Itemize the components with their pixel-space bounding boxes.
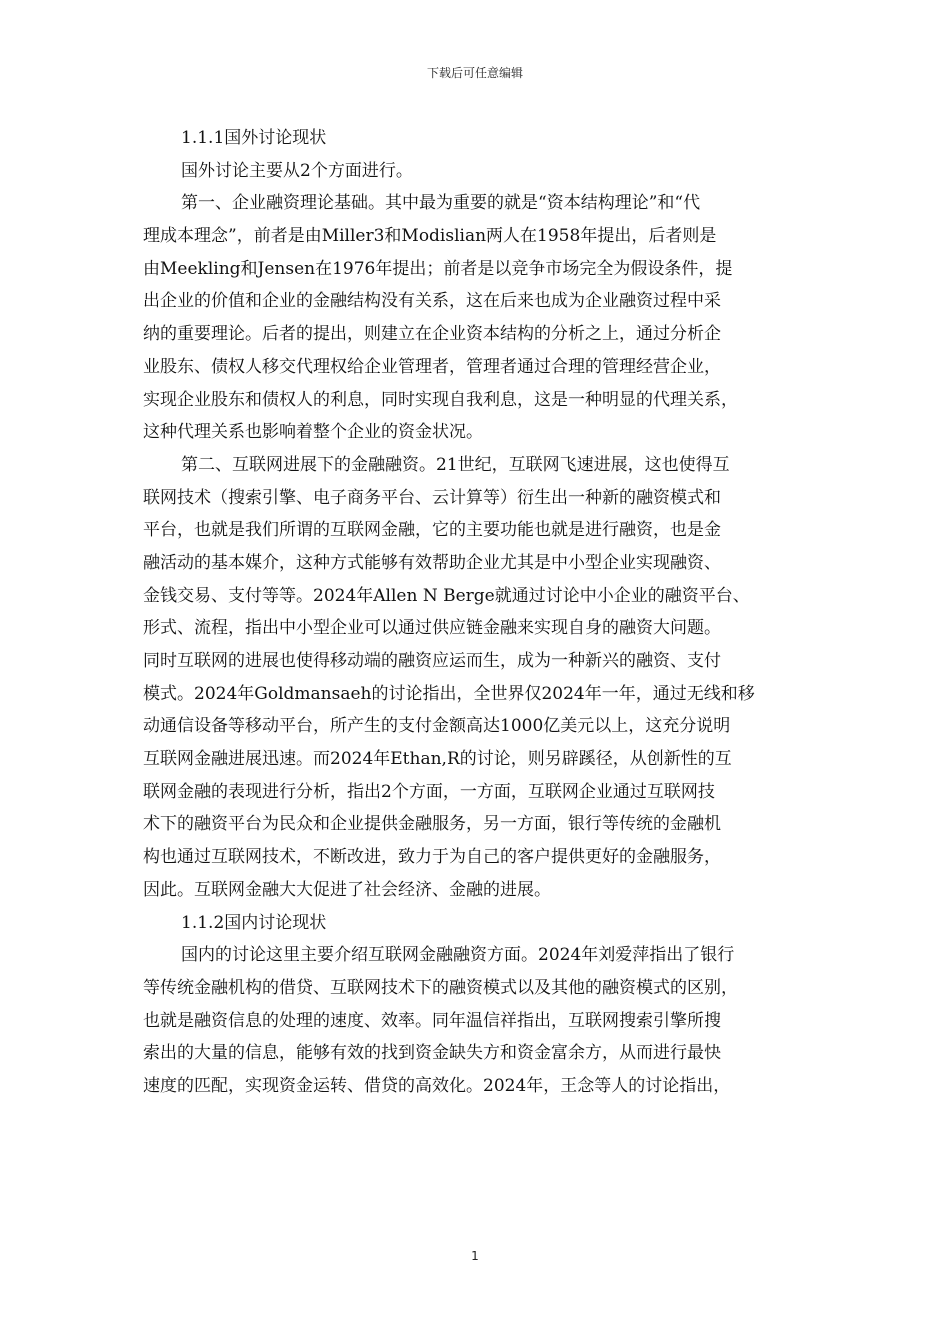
paragraph-line: 形式、流程，指出中小型企业可以通过供应链金融来实现自身的融资大问题。: [143, 618, 721, 639]
paragraph-line: 因此。互联网金融大大促进了社会经济、金融的进展。: [143, 879, 551, 900]
paragraph-line: 构也通过互联网技术，不断改进，致力于为自己的客户提供更好的金融服务，: [143, 847, 721, 868]
paragraph-line: 纳的重要理论。后者的提出，则建立在企业资本结构的分析之上，通过分析企: [143, 324, 721, 345]
paragraph-line: 模式。2024年Goldmansaeh的讨论指出，全世界仅2024年一年，通过无线和移: [143, 683, 755, 704]
paragraph-line: 金钱交易、支付等等。2024年Allen N Berge就通过讨论中小企业的融资平台、: [143, 585, 750, 606]
paragraph-line: 国外讨论主要从2个方面进行。: [181, 160, 413, 181]
paragraph-line: 第一、企业融资理论基础。其中最为重要的就是“资本结构理论”和“代: [181, 193, 701, 214]
paragraph-line: 索出的大量的信息，能够有效的找到资金缺失方和资金富余方，从而进行最快: [143, 1043, 721, 1064]
paragraph-line: 联网技术（搜索引擎、电子商务平台、云计算等）衍生出一种新的融资模式和: [143, 487, 721, 508]
paragraph-line: 也就是融资信息的处理的速度、效率。同年温信祥指出，互联网搜索引擎所搜: [143, 1010, 721, 1031]
paragraph-line: 这种代理关系也影响着整个企业的资金状况。: [143, 422, 483, 443]
document-body: [143, 122, 807, 1103]
paragraph-line: 动通信设备等移动平台，所产生的支付金额高达1000亿美元以上，这充分说明: [143, 716, 731, 737]
paragraph-line: 实现企业股东和债权人的利息，同时实现自我利息，这是一种明显的代理关系，: [143, 389, 738, 410]
paragraph-line: 平台，也就是我们所谓的互联网金融，它的主要功能也就是进行融资，也是金: [143, 520, 721, 541]
paragraph-line: 国内的讨论这里主要介绍互联网金融融资方面。2024年刘爱萍指出了银行: [181, 945, 735, 966]
page-header: 下载后可任意编辑: [426, 66, 523, 80]
paragraph-line: 互联网金融进展迅速。而2024年Ethan,R的讨论，则另辟蹊径，从创新性的互: [143, 749, 732, 770]
paragraph-line: 第二、互联网进展下的金融融资。21世纪，互联网飞速进展，这也使得互: [181, 454, 730, 475]
paragraph-line: 联网金融的表现进行分析，指出2个方面，一方面，互联网企业通过互联网技: [143, 781, 715, 802]
paragraph-line: 由Meekling和Jensen在1976年提出；前者是以竞争市场完全为假设条件，提: [143, 258, 733, 279]
paragraph-line: 业股东、债权人移交代理权给企业管理者，管理者通过合理的管理经营企业，: [143, 356, 721, 377]
section-heading-1-1-1: 1.1.1国外讨论现状: [181, 128, 327, 148]
paragraph-line: 出企业的价值和企业的金融结构没有关系，这在后来也成为企业融资过程中采: [143, 291, 721, 312]
paragraph-line: 融活动的基本媒介，这种方式能够有效帮助企业尤其是中小型企业实现融资、: [143, 552, 721, 573]
paragraph-line: 术下的融资平台为民众和企业提供金融服务，另一方面，银行等传统的金融机: [143, 814, 721, 835]
page-number: 1: [471, 1249, 479, 1263]
paragraph-line: 同时互联网的进展也使得移动端的融资应运而生，成为一种新兴的融资、支付: [143, 651, 721, 671]
section-heading-1-1-2: 1.1.2国内讨论现状: [181, 912, 327, 933]
paragraph-line: 理成本理念”，前者是由Miller3和Modislian两人在1958年提出，后者则是: [143, 226, 717, 247]
paragraph-line: 等传统金融机构的借贷、互联网技术下的融资模式以及其他的融资模式的区别，: [143, 977, 738, 998]
paragraph-line: 速度的匹配，实现资金运转、借贷的高效化。2024年，王念等人的讨论指出，: [143, 1075, 731, 1096]
